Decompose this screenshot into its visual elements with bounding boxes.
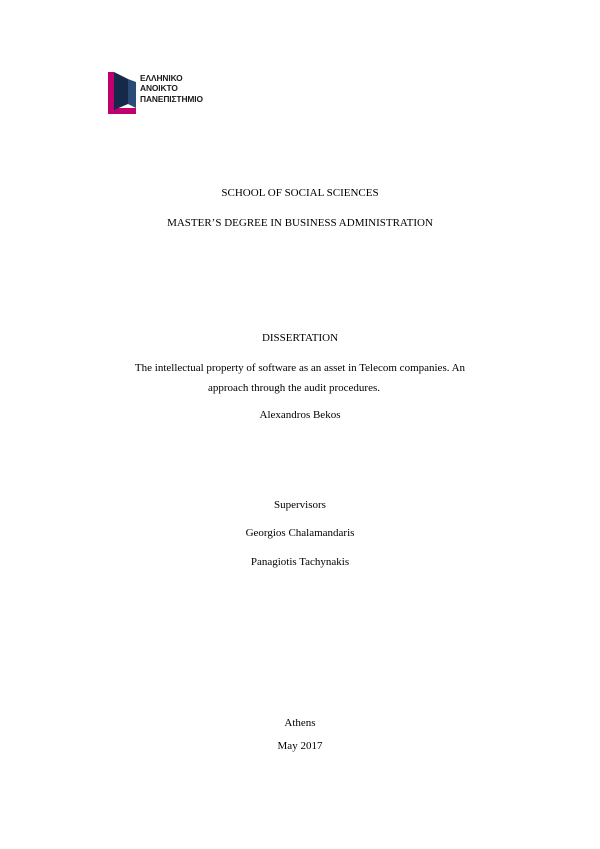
title-line-1: The intellectual property of software as an asset in Telecom companies. An xyxy=(134,362,466,374)
school-name: SCHOOL OF SOCIAL SCIENCES xyxy=(221,187,379,199)
university-emblem-icon xyxy=(106,70,138,114)
logo-text xyxy=(140,73,203,104)
title-line-2: approach through the audit procedures. xyxy=(208,382,380,394)
logo-text-line-1: ΕΛΛΗΝΙΚΟ xyxy=(140,73,183,83)
supervisors-heading: Supervisors xyxy=(274,499,326,511)
logo-text-line-2: ΑΝΟΙΚΤΟ xyxy=(140,83,178,94)
supervisor-1: Georgios Chalamandaris xyxy=(245,527,355,539)
author-name: Alexandros Bekos xyxy=(259,409,341,421)
city: Athens xyxy=(284,717,316,729)
logo-text-line-3: ΠΑΝΕΠΙΣΤΗΜΙΟ xyxy=(140,93,203,104)
university-logo xyxy=(106,70,226,116)
date: May 2017 xyxy=(277,740,323,752)
supervisor-2: Panagiotis Tachynakis xyxy=(250,556,350,568)
degree-name: MASTER’S DEGREE IN BUSINESS ADMINISTRATION xyxy=(167,217,433,229)
document-type: DISSERTATION xyxy=(261,332,339,344)
